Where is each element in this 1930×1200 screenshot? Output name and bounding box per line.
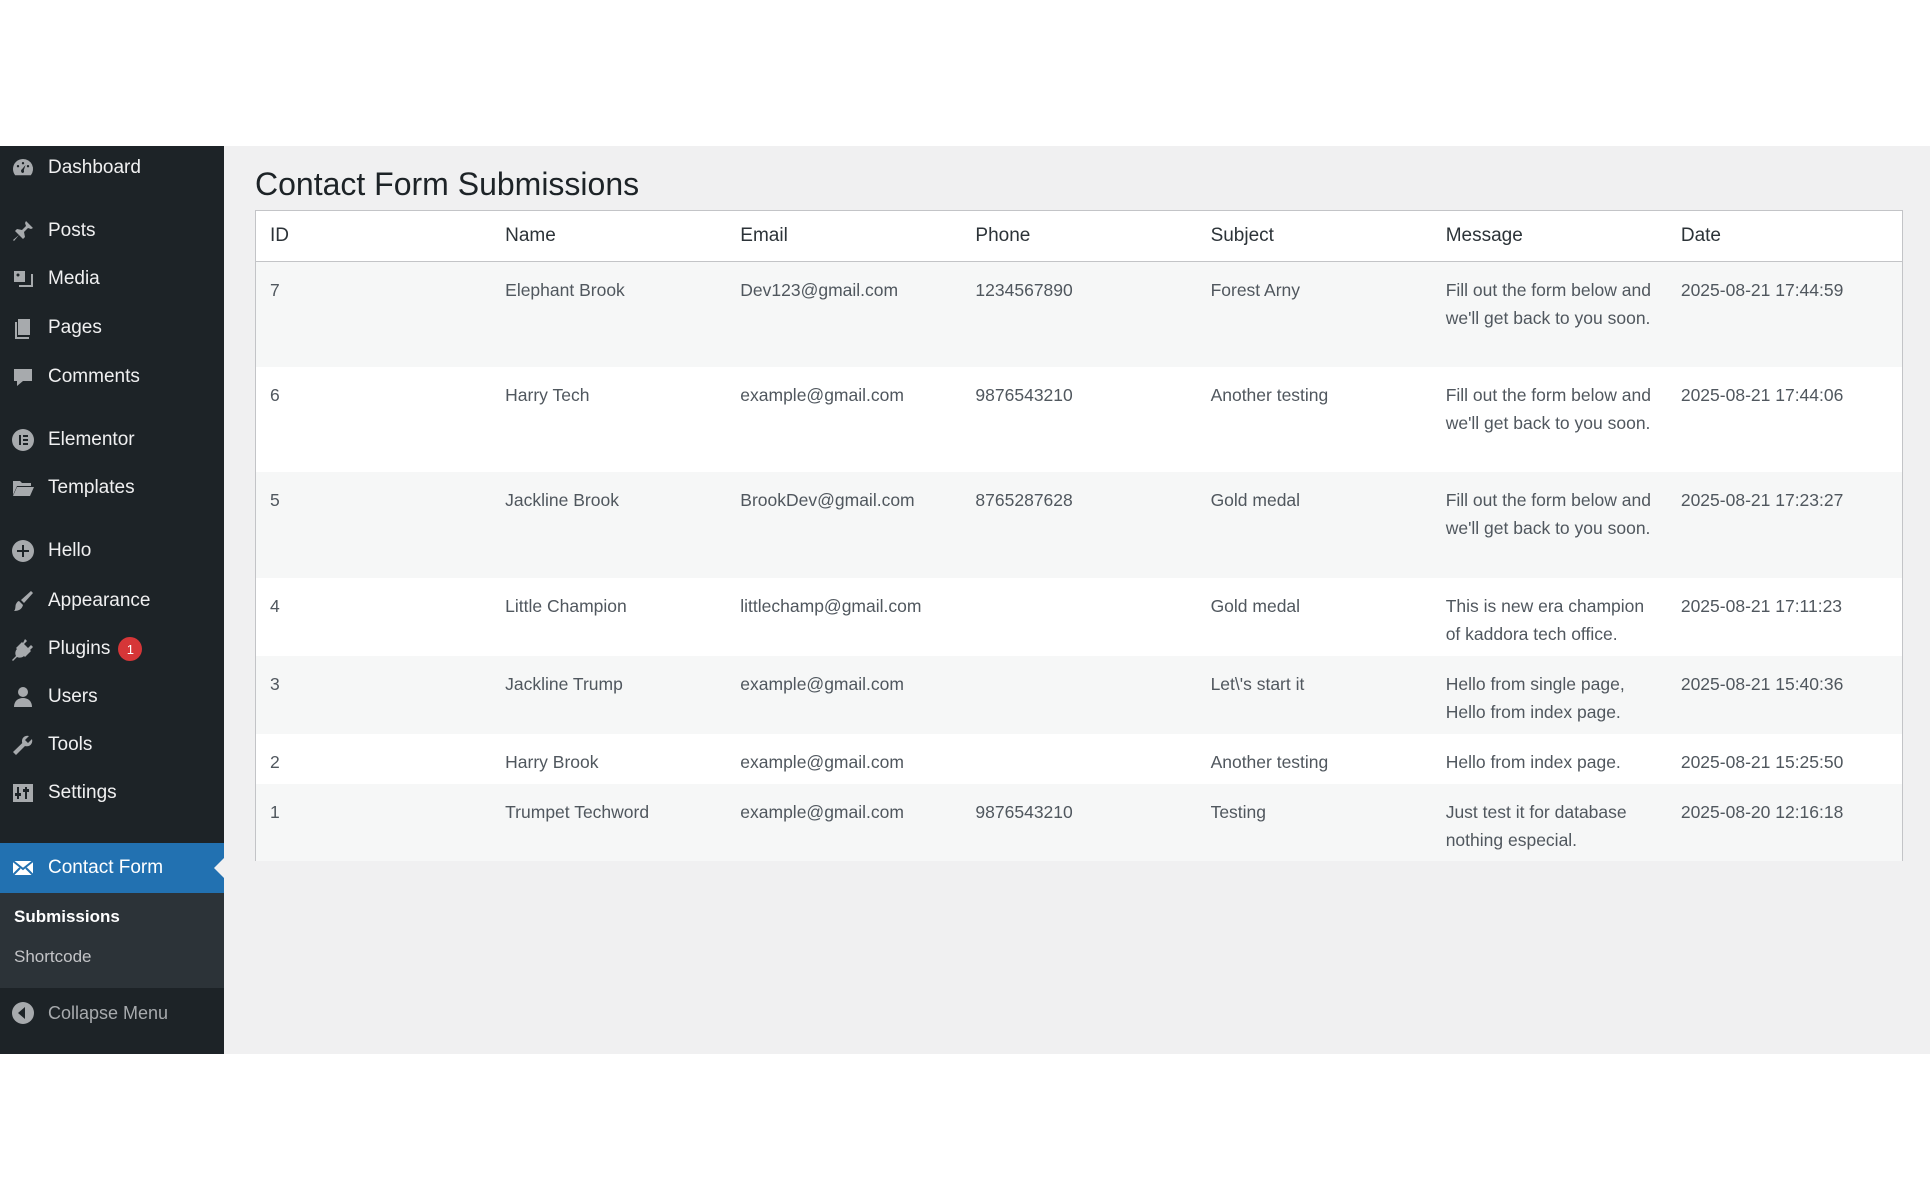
- cell-subject: Gold medal: [1210, 596, 1301, 616]
- cell-phone: 1234567890: [975, 279, 1073, 300]
- cell-id: 5: [270, 490, 280, 510]
- cell-subject: Another testing: [1210, 752, 1329, 772]
- sidebar-item-label: Plugins: [48, 638, 111, 659]
- cell-phone: [961, 656, 1196, 734]
- cell-name: Jackline Brook: [505, 490, 619, 510]
- page-title: Contact Form Submissions: [255, 166, 640, 202]
- sidebar-item-comments[interactable]: [0, 355, 224, 399]
- cell-id: 7: [270, 279, 280, 300]
- sidebar-item-label: Media: [48, 268, 100, 289]
- pages-icon: [10, 315, 36, 341]
- cell-message: Just test it for database nothing especial.: [1445, 802, 1627, 850]
- sidebar-item-label: Hello: [48, 540, 92, 561]
- cell-date: 2025-08-21 15:40:36: [1680, 674, 1844, 694]
- cell-id: 1: [270, 802, 280, 822]
- sidebar-item-label: Comments: [48, 366, 140, 387]
- sidebar-item-users[interactable]: [0, 675, 224, 719]
- submissions-table: [256, 211, 1902, 861]
- cell-id: 4: [270, 596, 280, 616]
- cell-name: Jackline Trump: [505, 674, 623, 694]
- cell-name: Harry Tech: [505, 385, 590, 405]
- plus-circle-icon: [10, 538, 36, 564]
- dashboard-icon: [10, 155, 36, 181]
- collapse-arrow-icon: [10, 1000, 36, 1026]
- cell-message: Fill out the form below and we'll get back to you soon.: [1445, 279, 1651, 328]
- sidebar-item-plugins[interactable]: [0, 627, 224, 671]
- sidebar-item-contact-form[interactable]: [0, 843, 224, 893]
- wrench-icon: [10, 732, 36, 758]
- submenu-item-shortcode[interactable]: Shortcode: [14, 947, 92, 966]
- sidebar-item-label: Pages: [48, 317, 102, 338]
- sidebar-item-dashboard[interactable]: [0, 146, 224, 190]
- sidebar-item-label: Posts: [48, 220, 96, 241]
- table-row: [256, 261, 1902, 367]
- table-row: [256, 472, 1902, 578]
- table-row: [256, 578, 1902, 656]
- sidebar-item-media[interactable]: [0, 257, 224, 301]
- sidebar-item-settings[interactable]: [0, 771, 224, 815]
- sidebar-item-label: Templates: [48, 477, 135, 498]
- table-header: [256, 211, 1902, 261]
- cell-email: example@gmail.com: [740, 752, 904, 772]
- column-header-id: ID: [256, 211, 491, 261]
- cell-email: example@gmail.com: [740, 802, 904, 822]
- cell-email: BrookDev@gmail.com: [740, 490, 915, 510]
- elementor-icon: [10, 427, 36, 453]
- cell-message: Fill out the form below and we'll get back to you soon.: [1445, 490, 1651, 538]
- contact-form-submenu: [0, 893, 224, 988]
- cell-email: littlechamp@gmail.com: [740, 596, 922, 616]
- sidebar-item-elementor[interactable]: [0, 418, 224, 462]
- column-header-name: Name: [491, 211, 726, 261]
- comment-icon: [10, 364, 36, 390]
- mail-icon: [10, 855, 36, 881]
- sidebar-item-templates[interactable]: [0, 466, 224, 510]
- column-header-phone: Phone: [961, 211, 1196, 261]
- cell-id: 3: [270, 674, 280, 694]
- sidebar-item-label: Appearance: [48, 590, 151, 611]
- cell-message: Hello from index page.: [1445, 752, 1621, 772]
- cell-name: Elephant Brook: [505, 279, 625, 300]
- cell-date: 2025-08-21 15:25:50: [1680, 752, 1844, 772]
- sidebar-item-tools[interactable]: [0, 723, 224, 767]
- settings-icon: [10, 780, 36, 806]
- cell-date: 2025-08-21 17:11:23: [1680, 596, 1843, 616]
- sidebar-item-label: Elementor: [48, 429, 135, 450]
- cell-date: 2025-08-20 12:16:18: [1680, 802, 1844, 822]
- media-icon: [10, 266, 36, 292]
- cell-id: 6: [270, 385, 280, 405]
- column-header-message: Message: [1432, 211, 1667, 261]
- cell-email: example@gmail.com: [740, 674, 904, 694]
- cell-email: Dev123@gmail.com: [740, 279, 899, 300]
- table-row: [256, 656, 1902, 734]
- cell-name: Harry Brook: [505, 752, 599, 772]
- cell-subject: Let\'s start it: [1210, 674, 1305, 694]
- table-row: [256, 784, 1902, 861]
- cell-message: Fill out the form below and we'll get back to you soon.: [1445, 385, 1651, 433]
- column-header-date: Date: [1667, 211, 1902, 261]
- cell-date: 2025-08-21 17:23:27: [1680, 490, 1844, 510]
- table-header-row: [256, 211, 1902, 261]
- column-header-subject: Subject: [1197, 211, 1432, 261]
- submenu-item-submissions[interactable]: Submissions: [14, 907, 120, 926]
- user-icon: [10, 684, 36, 710]
- cell-subject: Testing: [1210, 802, 1267, 822]
- collapse-menu-button[interactable]: [0, 991, 224, 1035]
- column-header-email: Email: [726, 211, 961, 261]
- admin-sidebar: [0, 146, 224, 1054]
- plugins-update-badge: 1: [118, 637, 142, 661]
- cell-email: example@gmail.com: [740, 385, 904, 405]
- admin-app: [0, 146, 1930, 1054]
- table-row: [256, 367, 1902, 472]
- cell-name: Little Champion: [505, 596, 627, 616]
- cell-subject: Gold medal: [1210, 490, 1301, 510]
- sidebar-item-pages[interactable]: [0, 306, 224, 350]
- pin-icon: [10, 218, 36, 244]
- sidebar-item-appearance[interactable]: [0, 579, 224, 623]
- sidebar-item-label: Contact Form: [48, 857, 164, 878]
- submissions-table-container: [255, 210, 1903, 861]
- table-row: [256, 734, 1902, 784]
- sidebar-item-posts[interactable]: [0, 209, 224, 253]
- cell-date: 2025-08-21 17:44:59: [1680, 279, 1844, 300]
- cell-id: 2: [270, 752, 280, 772]
- cell-message: Hello from single page, Hello from index page.: [1445, 674, 1625, 722]
- active-menu-arrow: [214, 858, 224, 878]
- cell-phone: [961, 578, 1196, 656]
- sidebar-item-label: Tools: [48, 734, 93, 755]
- cell-phone: 8765287628: [975, 490, 1073, 510]
- collapse-menu-label: Collapse Menu: [48, 1002, 169, 1023]
- sidebar-item-label: Users: [48, 686, 98, 707]
- cell-phone: 9876543210: [975, 385, 1073, 405]
- plugin-icon: [10, 636, 36, 662]
- cell-subject: Another testing: [1210, 385, 1329, 405]
- sidebar-item-label: Dashboard: [48, 157, 141, 178]
- sidebar-item-hello[interactable]: [0, 529, 224, 573]
- cell-phone: 9876543210: [975, 802, 1073, 822]
- brush-icon: [10, 588, 36, 614]
- cell-subject: Forest Arny: [1210, 279, 1301, 300]
- cell-message: This is new era champion of kaddora tech office.: [1445, 596, 1645, 644]
- cell-name: Trumpet Techword: [505, 802, 650, 822]
- folder-icon: [10, 475, 36, 501]
- cell-phone: [961, 734, 1196, 784]
- cell-date: 2025-08-21 17:44:06: [1680, 385, 1844, 405]
- table-body: [256, 261, 1902, 861]
- sidebar-item-label: Settings: [48, 782, 117, 803]
